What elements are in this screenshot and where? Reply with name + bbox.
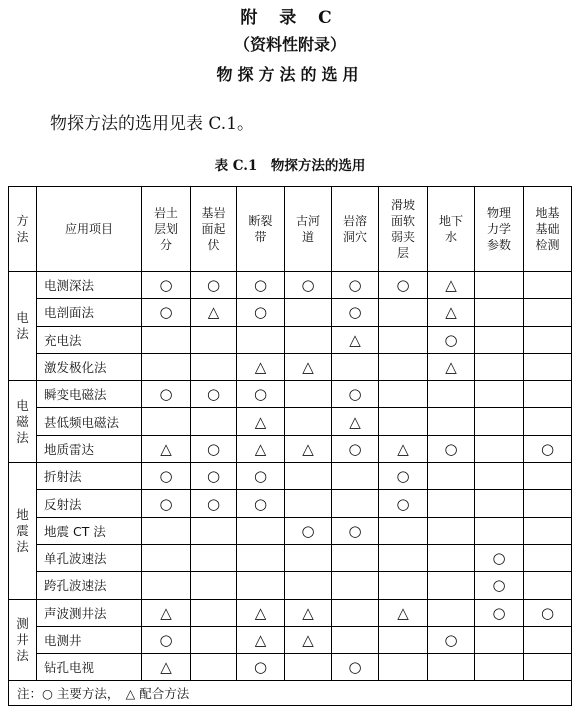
application-item: 单孔波速法 — [37, 544, 142, 571]
mark-cell — [285, 381, 332, 408]
mark-cell: △ — [428, 299, 475, 326]
mark-cell: ○ — [379, 490, 428, 517]
mark-cell: ○ — [332, 517, 379, 544]
mark-cell — [524, 517, 572, 544]
mark-cell — [191, 408, 237, 435]
mark-cell — [475, 272, 524, 299]
application-item: 钻孔电视 — [37, 654, 142, 681]
mark-cell — [285, 326, 332, 353]
method-selection-table — [8, 186, 572, 706]
col-header-method: 方法 — [9, 187, 37, 272]
mark-cell — [142, 544, 191, 571]
application-item: 电测井 — [37, 626, 142, 653]
mark-cell — [285, 408, 332, 435]
mark-cell — [524, 381, 572, 408]
mark-cell — [524, 626, 572, 653]
table-row — [9, 463, 572, 490]
table-row — [9, 599, 572, 626]
col-header-groundwater: 地下水 — [428, 187, 475, 272]
mark-cell: △ — [237, 435, 285, 462]
mark-cell: △ — [237, 626, 285, 653]
application-item: 电测深法 — [37, 272, 142, 299]
application-item: 激发极化法 — [37, 353, 142, 380]
method-group-label: 测井法 — [9, 599, 37, 681]
table-note: 注：○ 主要方法， △ 配合方法 — [9, 681, 572, 706]
mark-cell: △ — [379, 599, 428, 626]
mark-cell — [379, 544, 428, 571]
mark-cell — [191, 572, 237, 599]
col-header-fault: 断裂带 — [237, 187, 285, 272]
application-item: 跨孔波速法 — [37, 572, 142, 599]
appendix-heading: 附 录 C — [240, 8, 340, 28]
mark-cell — [428, 463, 475, 490]
method-group-label: 电法 — [9, 272, 37, 381]
mark-cell — [379, 517, 428, 544]
mark-cell — [285, 490, 332, 517]
mark-cell — [428, 490, 475, 517]
mark-cell: ○ — [379, 463, 428, 490]
mark-cell — [191, 517, 237, 544]
mark-cell — [285, 654, 332, 681]
mark-cell — [428, 599, 475, 626]
table-row — [9, 272, 572, 299]
mark-cell — [428, 654, 475, 681]
mark-cell — [379, 353, 428, 380]
mark-cell — [142, 326, 191, 353]
mark-cell: ○ — [332, 381, 379, 408]
mark-cell: △ — [142, 435, 191, 462]
mark-cell — [524, 326, 572, 353]
col-header-foundation: 地基基础检测 — [524, 187, 572, 272]
mark-cell — [524, 463, 572, 490]
mark-cell — [475, 463, 524, 490]
col-header-karst: 岩溶洞穴 — [332, 187, 379, 272]
mark-cell: ○ — [191, 463, 237, 490]
mark-cell — [428, 517, 475, 544]
table-row — [9, 654, 572, 681]
table-row — [9, 490, 572, 517]
mark-cell: ○ — [237, 654, 285, 681]
appendix-title: 物探方法的选用 — [216, 65, 364, 84]
mark-cell: ○ — [524, 435, 572, 462]
table-caption: 表 C.1 物探方法的选用 — [214, 158, 366, 174]
mark-cell: ○ — [332, 272, 379, 299]
mark-cell: ○ — [475, 572, 524, 599]
mark-cell: △ — [379, 435, 428, 462]
mark-cell — [475, 408, 524, 435]
col-header-item: 应用项目 — [37, 187, 142, 272]
table-row — [9, 544, 572, 571]
table-row — [9, 435, 572, 462]
mark-cell: ○ — [428, 435, 475, 462]
mark-cell — [332, 572, 379, 599]
col-header-paleochannel: 古河道 — [285, 187, 332, 272]
appendix-subtitle: （资料性附录） — [233, 35, 346, 54]
col-header-soil-layer: 岩土层划分 — [142, 187, 191, 272]
mark-cell — [285, 299, 332, 326]
intro-paragraph: 物探方法的选用见表 C.1。 — [50, 114, 255, 134]
mark-cell: ○ — [285, 272, 332, 299]
mark-cell — [475, 490, 524, 517]
mark-cell — [285, 463, 332, 490]
mark-cell: ○ — [237, 490, 285, 517]
mark-cell: ○ — [142, 381, 191, 408]
mark-cell — [428, 408, 475, 435]
col-header-bedrock: 基岩面起伏 — [191, 187, 237, 272]
application-item: 电剖面法 — [37, 299, 142, 326]
mark-cell: ○ — [475, 599, 524, 626]
table-row — [9, 381, 572, 408]
table-row — [9, 517, 572, 544]
mark-cell — [142, 517, 191, 544]
mark-cell — [475, 435, 524, 462]
mark-cell: ○ — [428, 626, 475, 653]
application-item: 声波测井法 — [37, 599, 142, 626]
mark-cell: △ — [142, 654, 191, 681]
mark-cell — [237, 326, 285, 353]
mark-cell — [237, 517, 285, 544]
mark-cell — [475, 517, 524, 544]
mark-cell — [379, 326, 428, 353]
mark-cell: △ — [285, 435, 332, 462]
mark-cell — [142, 353, 191, 380]
mark-cell: △ — [428, 353, 475, 380]
mark-cell — [332, 353, 379, 380]
mark-cell: ○ — [428, 326, 475, 353]
mark-cell: ○ — [237, 272, 285, 299]
mark-cell — [191, 654, 237, 681]
mark-cell — [379, 299, 428, 326]
application-item: 甚低频电磁法 — [37, 408, 142, 435]
mark-cell: ○ — [142, 463, 191, 490]
mark-cell: ○ — [191, 490, 237, 517]
mark-cell: △ — [237, 599, 285, 626]
mark-cell — [285, 544, 332, 571]
mark-cell: ○ — [142, 626, 191, 653]
mark-cell — [475, 381, 524, 408]
mark-cell: ○ — [237, 381, 285, 408]
mark-cell — [524, 654, 572, 681]
mark-cell: ○ — [475, 544, 524, 571]
table-row — [9, 626, 572, 653]
table-row — [9, 299, 572, 326]
mark-cell — [237, 544, 285, 571]
mark-cell: △ — [285, 599, 332, 626]
mark-cell — [524, 408, 572, 435]
mark-cell — [524, 299, 572, 326]
mark-cell: △ — [237, 353, 285, 380]
mark-cell — [332, 626, 379, 653]
mark-cell — [142, 572, 191, 599]
mark-cell — [379, 572, 428, 599]
mark-cell — [332, 599, 379, 626]
mark-cell — [191, 326, 237, 353]
mark-cell — [379, 381, 428, 408]
mark-cell: △ — [332, 408, 379, 435]
mark-cell — [428, 381, 475, 408]
mark-cell: △ — [285, 626, 332, 653]
mark-cell — [475, 353, 524, 380]
mark-cell: ○ — [142, 272, 191, 299]
mark-cell: ○ — [237, 299, 285, 326]
table-row — [9, 572, 572, 599]
mark-cell: ○ — [191, 272, 237, 299]
col-header-physical-params: 物理力学参数 — [475, 187, 524, 272]
application-item: 折射法 — [37, 463, 142, 490]
mark-cell — [524, 272, 572, 299]
mark-cell — [379, 626, 428, 653]
application-item: 充电法 — [37, 326, 142, 353]
application-item: 地质雷达 — [37, 435, 142, 462]
application-item: 瞬变电磁法 — [37, 381, 142, 408]
application-item: 反射法 — [37, 490, 142, 517]
mark-cell — [524, 353, 572, 380]
mark-cell — [332, 490, 379, 517]
note-row — [9, 681, 572, 706]
mark-cell: ○ — [191, 381, 237, 408]
mark-cell: △ — [285, 353, 332, 380]
mark-cell — [332, 544, 379, 571]
mark-cell: ○ — [142, 299, 191, 326]
mark-cell — [285, 572, 332, 599]
mark-cell — [524, 490, 572, 517]
application-item: 地震 CT 法 — [37, 517, 142, 544]
mark-cell: △ — [142, 599, 191, 626]
mark-cell: △ — [237, 408, 285, 435]
mark-cell: ○ — [524, 599, 572, 626]
mark-cell: ○ — [332, 435, 379, 462]
mark-cell — [379, 654, 428, 681]
mark-cell: ○ — [285, 517, 332, 544]
method-group-label: 电磁法 — [9, 381, 37, 463]
method-group-label: 地震法 — [9, 463, 37, 599]
mark-cell: ○ — [191, 435, 237, 462]
mark-cell — [524, 572, 572, 599]
mark-cell — [475, 326, 524, 353]
mark-cell — [475, 299, 524, 326]
col-header-landslide: 滑坡面软弱夹层 — [379, 187, 428, 272]
header-row — [9, 187, 572, 272]
mark-cell — [191, 626, 237, 653]
mark-cell — [475, 626, 524, 653]
mark-cell: ○ — [332, 299, 379, 326]
table-row — [9, 408, 572, 435]
mark-cell — [332, 463, 379, 490]
mark-cell — [191, 353, 237, 380]
table-row — [9, 353, 572, 380]
mark-cell — [191, 599, 237, 626]
mark-cell: △ — [332, 326, 379, 353]
mark-cell — [428, 544, 475, 571]
mark-cell — [142, 408, 191, 435]
table-row — [9, 326, 572, 353]
mark-cell: ○ — [379, 272, 428, 299]
mark-cell — [428, 572, 475, 599]
mark-cell: ○ — [237, 463, 285, 490]
mark-cell: △ — [191, 299, 237, 326]
mark-cell — [237, 572, 285, 599]
mark-cell — [524, 544, 572, 571]
mark-cell — [379, 408, 428, 435]
mark-cell: ○ — [332, 654, 379, 681]
mark-cell: △ — [428, 272, 475, 299]
mark-cell: ○ — [142, 490, 191, 517]
mark-cell — [191, 544, 237, 571]
mark-cell — [475, 654, 524, 681]
